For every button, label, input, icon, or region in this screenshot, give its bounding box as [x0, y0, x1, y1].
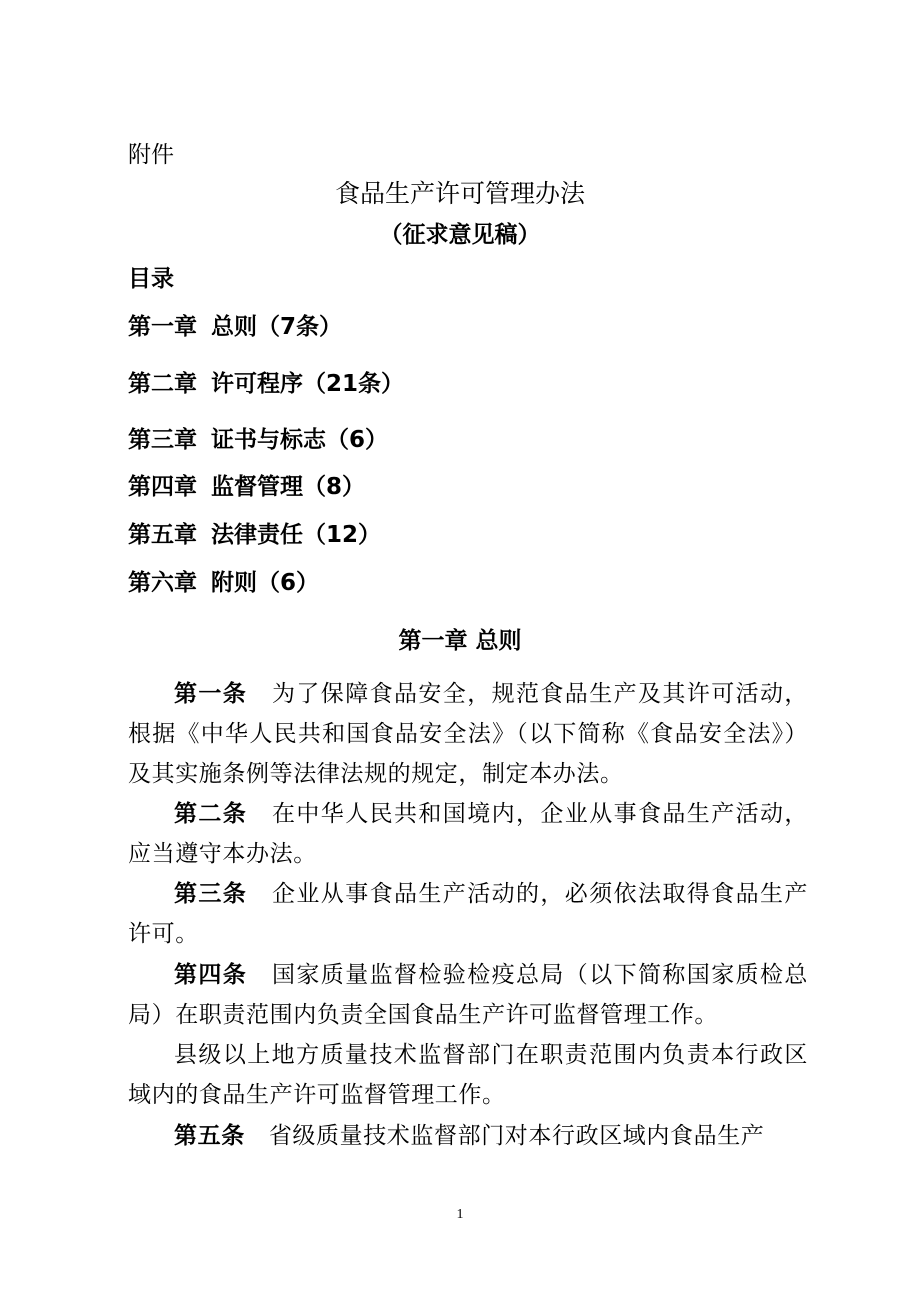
toc-chapter-name: 证书与标志（6）	[211, 427, 389, 453]
article-label: 第三条	[174, 881, 248, 907]
toc-chapter-number: 第二章	[128, 371, 197, 397]
article-label: 第五条	[174, 1123, 245, 1149]
article-text: 省级质量技术监督部门对本行政区域内食品生产	[268, 1123, 765, 1149]
toc-chapter-number: 第五章	[128, 522, 197, 548]
article-label: 第四条	[174, 962, 248, 988]
article-paragraph	[128, 1035, 808, 1115]
toc-chapter-name: 附则（6）	[211, 570, 320, 596]
article-text: 国家质量监督检验检疫总局（以下简称国家质检总局）在职责范围内负责全国食品生产许可监督管理工作。	[128, 962, 808, 1028]
article-paragraph	[128, 1116, 808, 1156]
article-paragraph	[128, 674, 808, 794]
chapter-heading: 第一章 总则	[398, 628, 522, 654]
toc-item	[128, 470, 365, 504]
toc-item	[128, 310, 342, 344]
article-label: 第二条	[174, 801, 248, 827]
toc-chapter-name: 总则（7条）	[211, 314, 343, 340]
document-subtitle: （征求意见稿）	[379, 222, 541, 248]
article-paragraph	[128, 955, 808, 1035]
attachment-label: 附件	[128, 142, 174, 168]
article-paragraph	[128, 794, 808, 874]
toc-chapter-number: 第一章	[128, 314, 197, 340]
document-title: 食品生产许可管理办法	[334, 179, 585, 208]
toc-chapter-name: 法律责任（12）	[211, 522, 382, 548]
article-text: 企业从事食品生产活动的，必须依法取得食品生产许可。	[128, 881, 808, 947]
article-text: 在中华人民共和国境内，企业从事食品生产活动，应当遵守本办法。	[128, 801, 808, 867]
toc-item	[128, 566, 319, 600]
page-number: 1	[456, 1207, 464, 1222]
article-label: 第一条	[174, 681, 248, 707]
toc-chapter-name: 许可程序（21条）	[211, 371, 405, 397]
article-paragraph	[128, 874, 808, 954]
toc-chapter-number: 第四章	[128, 474, 197, 500]
article-text: 为了保障食品安全，规范食品生产及其许可活动，根据《中华人民共和国食品安全法》（以下简称《食品安全法》）及其实施条例等法律法规的规定，制定本办法。	[128, 681, 808, 787]
article-text: 县级以上地方质量技术监督部门在职责范围内负责本行政区域内的食品生产许可监督管理工作。	[128, 1042, 808, 1108]
toc-chapter-number: 第六章	[128, 570, 197, 596]
toc-item	[128, 423, 388, 457]
toc-chapter-number: 第三章	[128, 427, 197, 453]
toc-item	[128, 518, 381, 552]
toc-chapter-name: 监督管理（8）	[211, 474, 366, 500]
toc-item	[128, 367, 404, 401]
toc-heading: 目录	[128, 266, 174, 292]
